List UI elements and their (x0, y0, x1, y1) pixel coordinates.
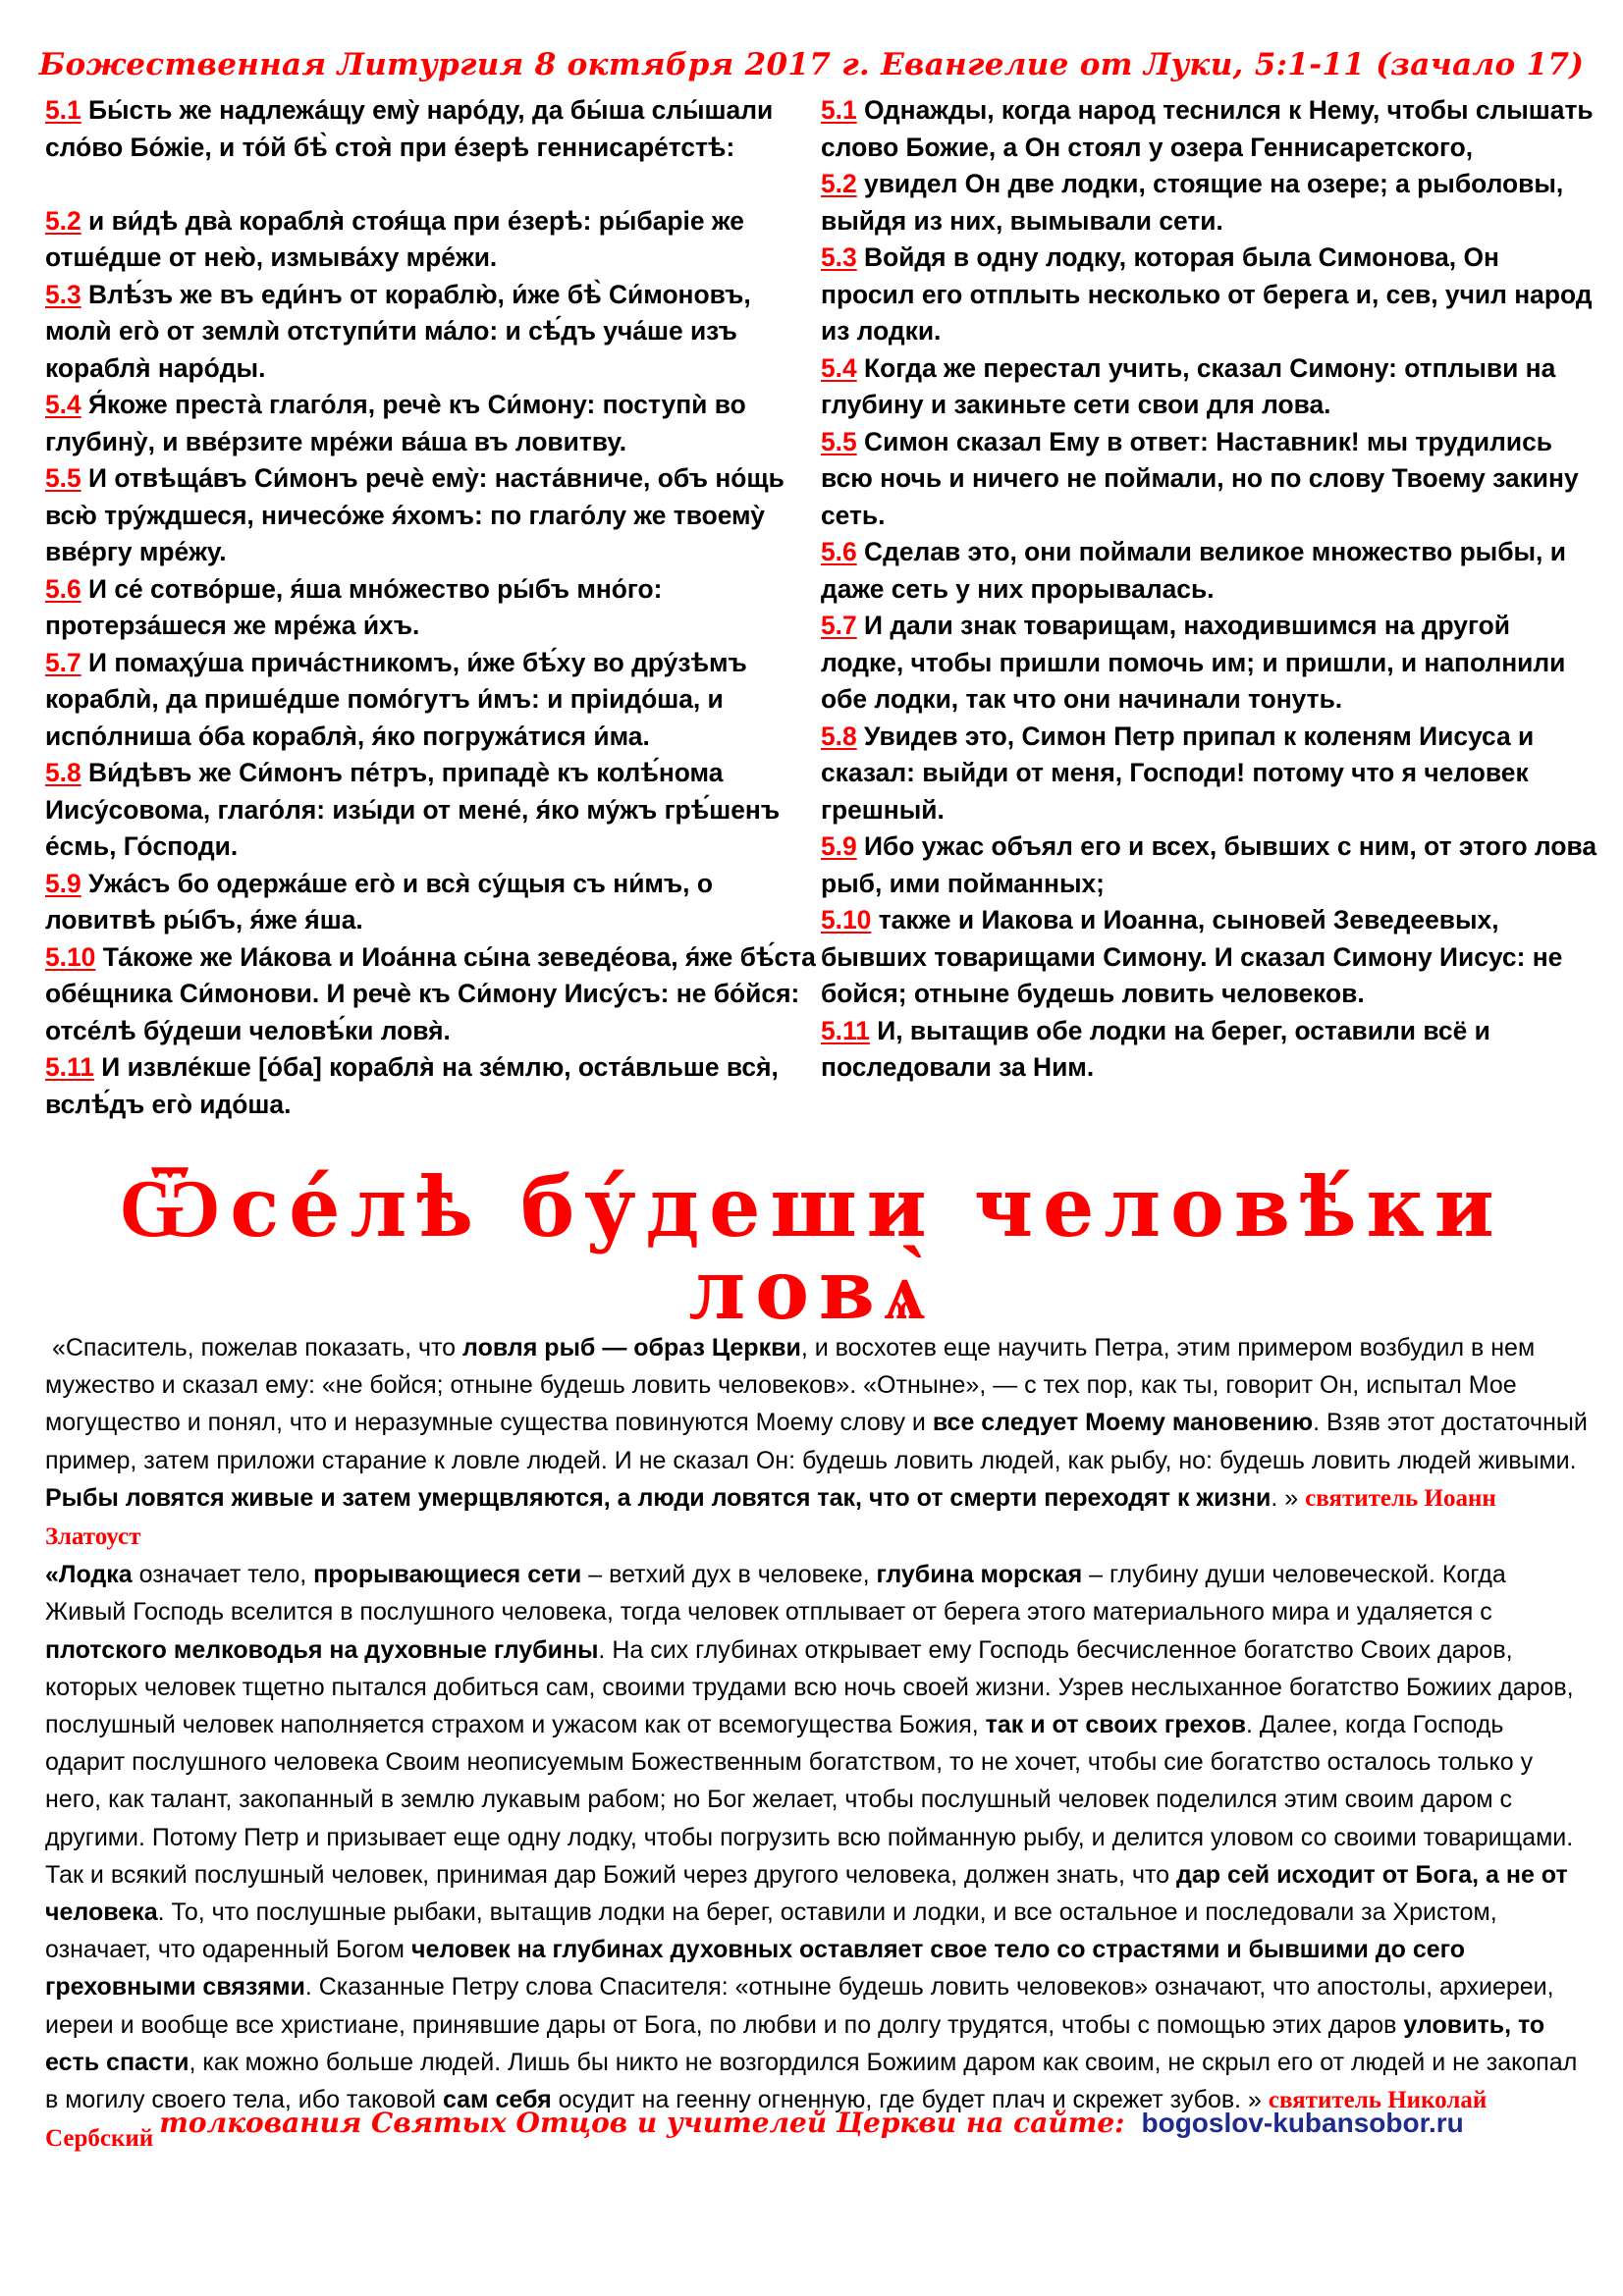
verse-right (821, 719, 1596, 829)
verse-number[interactable]: 5.5 (45, 463, 81, 493)
commentary-text: . Взяв этот достаточный пример, затем приложи старание к ловле людей. И не сказал Он: будешь ловить людей, как рыбу, но: будешь ловить людей живыми. (45, 1409, 1588, 1474)
verse-text: Бы́сть же надлежа́щу ему̀ наро́ду, да бы́ша слы́шали сло́во Бо́жіе, и то́й бѣ̀ стоя̀ при е́зерѣ геннисаре́тстѣ: (45, 95, 774, 162)
commentary-emphasis: плотского мелководья на духовные глубины (45, 1635, 599, 1664)
verse-right (821, 92, 1596, 166)
verse-left (45, 460, 821, 571)
banner-heading: Ѿсе́лѣ бу́деши человѣ́ки ловѧ̀ (119, 1158, 1504, 1338)
verse-left (45, 92, 821, 166)
verse-text: Симон сказал Ему в ответ: Наставник! мы трудились всю ночь и ничего не поймали, но по слову Твоему закину сеть. (821, 426, 1579, 530)
verse-text: И се́ сотво́рше, я́ша мно́жество ры́бъ мно́го: протерза́шеся же мре́жа и́хъ. (45, 573, 663, 640)
verse-text: Ужа́съ бо одержа́ше его̀ и вся̀ су́щыя съ ни́мъ, о ловитвѣ ры́бъ, я́же я́ша. (45, 868, 713, 934)
verse-left (45, 755, 821, 866)
verse-number[interactable]: 5.8 (821, 721, 857, 751)
commentary-text: , как можно больше людей. Лишь бы никто не возгордился Божиим даром как своим, не скрыл его от людей и не закопал в могилу своего тела, ибо таковой (45, 2048, 1578, 2114)
verse-left (45, 939, 821, 1050)
verse-text: И помаҳу́ша прича́стникомъ, и́же бѣ́ху во дру́зѣмъ кораблѝ, да прише́дше помо́гутъ и́мъ: и пріидо́ша, и испо́лниша о́ба корабля̀, я́ко погружа́тися и́ма. (45, 647, 747, 751)
verse-right (821, 240, 1596, 350)
commentary-text: , и восхотев еще научить Петра, этим примером возбудил в нем мужество и сказал ему: «не бойся; отныне будешь ловить человеков». «Отныне», — с тех пор, как ты, говорит Он, испытал Мое могущество и понял, что и неразумные существа повинуются Моему слову и (45, 1334, 1536, 1437)
footer-text: толкования Святых Отцов и учителей Церкви на сайте: (159, 2107, 1125, 2139)
commentary-emphasis: прорывающиеся сети (313, 1561, 582, 1589)
verse-number[interactable]: 5.7 (821, 611, 857, 640)
commentary-text: означает тело, (132, 1561, 314, 1589)
verse-number[interactable]: 5.9 (821, 831, 857, 861)
verse-text: Увидев это, Симон Петр припал к коленям Иисуса и сказал: выйди от меня, Господи! потому что я человек грешный. (821, 721, 1535, 825)
commentary-chrysostom (45, 1329, 1589, 1556)
commentary-text: . На сих глубинах открывает ему Господь бесчисленное богатство Своих даров, которых человек тщетно пытался добиться сам, своими трудами всю ночь своей жизни. Узрев неслыханное богатство Божиих даров, послушный человек наполняется страхом и ужасом как от всемогущества Божия, (45, 1635, 1574, 1739)
verse-left (45, 571, 821, 645)
verse-right (821, 828, 1596, 902)
verse-number[interactable]: 5.2 (821, 169, 857, 198)
verse-right (821, 166, 1596, 240)
verse-text: Та́коже же Иа́кова и Иоа́нна сы́на зеведе́ова, я́же бѣ́ста обе́щника Си́монови. И речѐ къ Си́мону Иису́съ: не бо́йся: отсе́лѣ бу́деши человѣ́ки ловя̀. (45, 941, 816, 1045)
commentary-emphasis: человек на глубинах духовных оставляет свое тело со страстями и бывшими до сего греховными связями (45, 1936, 1466, 2002)
commentary-text: осудит на геенну огненную, где будет плач и скрежет зубов. » (551, 2086, 1269, 2114)
verse-number[interactable]: 5.6 (45, 573, 81, 604)
commentary-emphasis: глубина морская (876, 1561, 1083, 1589)
verse-number[interactable]: 5.1 (821, 95, 857, 125)
verse-number[interactable]: 5.11 (45, 1052, 94, 1082)
verse-text: Ви́дѣвъ же Си́монъ пе́тръ, припадѐ къ колѣ́нома Иису́совома, глаго́ля: изы́ди от мене́, я́ко му́жъ грѣ́шенъ е́смь, Го́споди. (45, 758, 781, 861)
verse-number[interactable]: 5.11 (821, 1015, 870, 1045)
verse-number[interactable]: 5.9 (45, 868, 81, 898)
commentary-emphasis: Рыбы ловятся живые и затем умерщвляются, а люди ловятся так, что от смерти переходят к жизни (45, 1483, 1271, 1512)
page-title: Божественная Литургия 8 октября 2017 г. Евангелие от Луки, 5:1-11 (зачало 17) (38, 47, 1585, 82)
verse-number[interactable]: 5.10 (821, 905, 872, 934)
verse-right (821, 424, 1596, 535)
verse-text: увидел Он две лодки, стоящие на озере; а рыболовы, выйдя из них, вымывали сети. (821, 169, 1564, 236)
verse-text: Ибо ужас объял его и всех, бывших с ним, от этого лова рыб, ими пойманных; (821, 831, 1597, 898)
verse-left (45, 203, 821, 277)
commentary-emphasis: так и от своих грехов (985, 1711, 1246, 1739)
website-link[interactable]: bogoslov-kubansobor.ru (1141, 2108, 1464, 2138)
verse-text: Войдя в одну лодку, которая была Симонова, Он просил его отплыть несколько от берега и, сев, учил народ из лодки. (821, 242, 1593, 346)
verse-number[interactable]: 5.10 (45, 941, 96, 972)
footer (0, 2107, 1623, 2140)
commentary-text: «Спаситель, пожелав показать, что (51, 1334, 463, 1362)
verse-text: Влѣ́зъ же въ еди́нъ от кораблю̀, и́же бѣ̀ Си́моновъ, молѝ его̀ от землѝ отступи́ти ма́ло: и сѣ́дъ уча́ше изъ корабля̀ наро́ды. (45, 279, 751, 383)
commentary-section (45, 1329, 1589, 2158)
commentary-author: святитель Иоанн Златоуст (45, 1484, 1496, 1551)
commentary-emphasis: «Лодка (45, 1561, 133, 1589)
commentary-emphasis: дар сей исходит от Бога, а не от человека (45, 1860, 1568, 1927)
verse-left (45, 866, 821, 939)
russian-column (821, 92, 1596, 1123)
commentary-emphasis: ловля рыб — образ Церкви (462, 1334, 801, 1362)
verse-text: И, вытащив обе лодки на берег, оставили всё и последовали за Ним. (821, 1015, 1490, 1082)
commentary-text: . Далее, когда Господь одарит послушного человека Своим неописуемым Божественным богатством, то не хочет, чтобы сие богатство осталось только у него, как талант, закопанный в землю лукавым рабом; но Бог желает, чтобы послушный человек поделился этим своим даром с другими. Потому Петр и призывает еще одну лодку, чтобы погрузить всю пойманную рыбу, и делится уловом со своими товарищами. Так и всякий послушный человек, принимая дар Божий через другого человека, должен знать, что (45, 1711, 1574, 1889)
verse-number[interactable]: 5.3 (821, 242, 857, 272)
commentary-text: . Сказанные Петру слова Спасителя: «отныне будешь ловить человеков» означают, что апостолы, архиереи, иереи и вообще все христиане, принявшие дары от Бога, по любви и по долгу трудятся, чтобы с помощью этих даров (45, 1973, 1554, 2039)
commentary-emphasis: уловить, то есть спасти (45, 2010, 1545, 2076)
verse-text: И отвѣща́въ Си́монъ речѐ ему̀: наста́вниче, объ но́щь всю̀ тру́ждшеся, ничесо́же я́хомъ: по глаго́лу же твоему̀ вве́ргу мре́жу. (45, 463, 784, 566)
verse-right (821, 608, 1596, 719)
commentary-author: святитель Николай Сербский (45, 2087, 1488, 2153)
commentary-text: . » (1271, 1483, 1306, 1512)
verse-text: и ви́дѣ два̀ корабля̀ стоя́ща при е́зерѣ: ры́баріе же отше́дше от нею̀, измыва́ху мре́жи. (45, 205, 744, 272)
verse-number[interactable]: 5.1 (45, 95, 81, 125)
commentary-text: – глубину души человеческой. Когда Живый Господь вселится в послушного человека, тогда человек отплывает от берега этого материального мира и удаляется с (45, 1561, 1506, 1627)
verse-text: Сделав это, они поймали великое множество рыбы, и даже сеть у них прорывалась. (821, 537, 1566, 604)
verse-right (821, 902, 1596, 1013)
verse-number[interactable]: 5.4 (821, 352, 857, 383)
verse-number[interactable]: 5.6 (821, 537, 857, 566)
verse-right (821, 350, 1596, 424)
verse-number[interactable]: 5.4 (45, 390, 81, 419)
verse-left (45, 1049, 821, 1123)
verse-text: Я́коже преста̀ глаго́ля, речѐ къ Си́мону: поступѝ во глубину̀, и вве́рзите мре́жи ва́ша въ ловитву. (45, 390, 746, 456)
commentary-text: . То, что послушные рыбаки, вытащив лодки на берег, оставили и лодки, и все остальное и последовали за Христом, означает, что одаренный Богом (45, 1898, 1497, 1964)
gospel-columns (45, 92, 1596, 1123)
verse-number[interactable]: 5.7 (45, 647, 81, 677)
church-slavonic-column (45, 92, 821, 1123)
verse-right (821, 534, 1596, 608)
commentary-nikolai (45, 1556, 1589, 2158)
verse-left (45, 645, 821, 756)
verse-number[interactable]: 5.2 (45, 205, 81, 236)
verse-text: И извле́кше [о́ба] корабля̀ на зе́млю, оста́вльше вся̀, вслѣ́дъ его̀ идо́ша. (45, 1052, 779, 1119)
verse-text: также и Иакова и Иоанна, сыновей Зеведеевых, бывших товарищами Симону. И сказал Симону Иисус: не бойся; отныне будешь ловить человеков. (821, 905, 1563, 1008)
verse-left (45, 387, 821, 460)
verse-text: Однажды, когда народ теснился к Нему, чтобы слышать слово Божие, а Он стоял у озера Геннисаретского, (821, 95, 1594, 162)
verse-text: Когда же перестал учить, сказал Симону: отплыви на глубину и закиньте сети свои для лова. (821, 352, 1556, 419)
commentary-text: – ветхий дух в человеке, (581, 1561, 877, 1589)
commentary-emphasis: сам себя (442, 2086, 552, 2114)
verse-number[interactable]: 5.3 (45, 279, 81, 309)
verse-number[interactable]: 5.8 (45, 758, 81, 787)
verse-spacer (45, 166, 821, 203)
verse-left (45, 277, 821, 388)
verse-number[interactable]: 5.5 (821, 426, 857, 456)
commentary-emphasis: все следует Моему мановению (932, 1409, 1314, 1437)
verse-right (821, 1013, 1596, 1087)
verse-text: И дали знак товарищам, находившимся на другой лодке, чтобы пришли помочь им; и пришли, и наполнили обе лодки, так что они начинали тонуть. (821, 611, 1566, 714)
